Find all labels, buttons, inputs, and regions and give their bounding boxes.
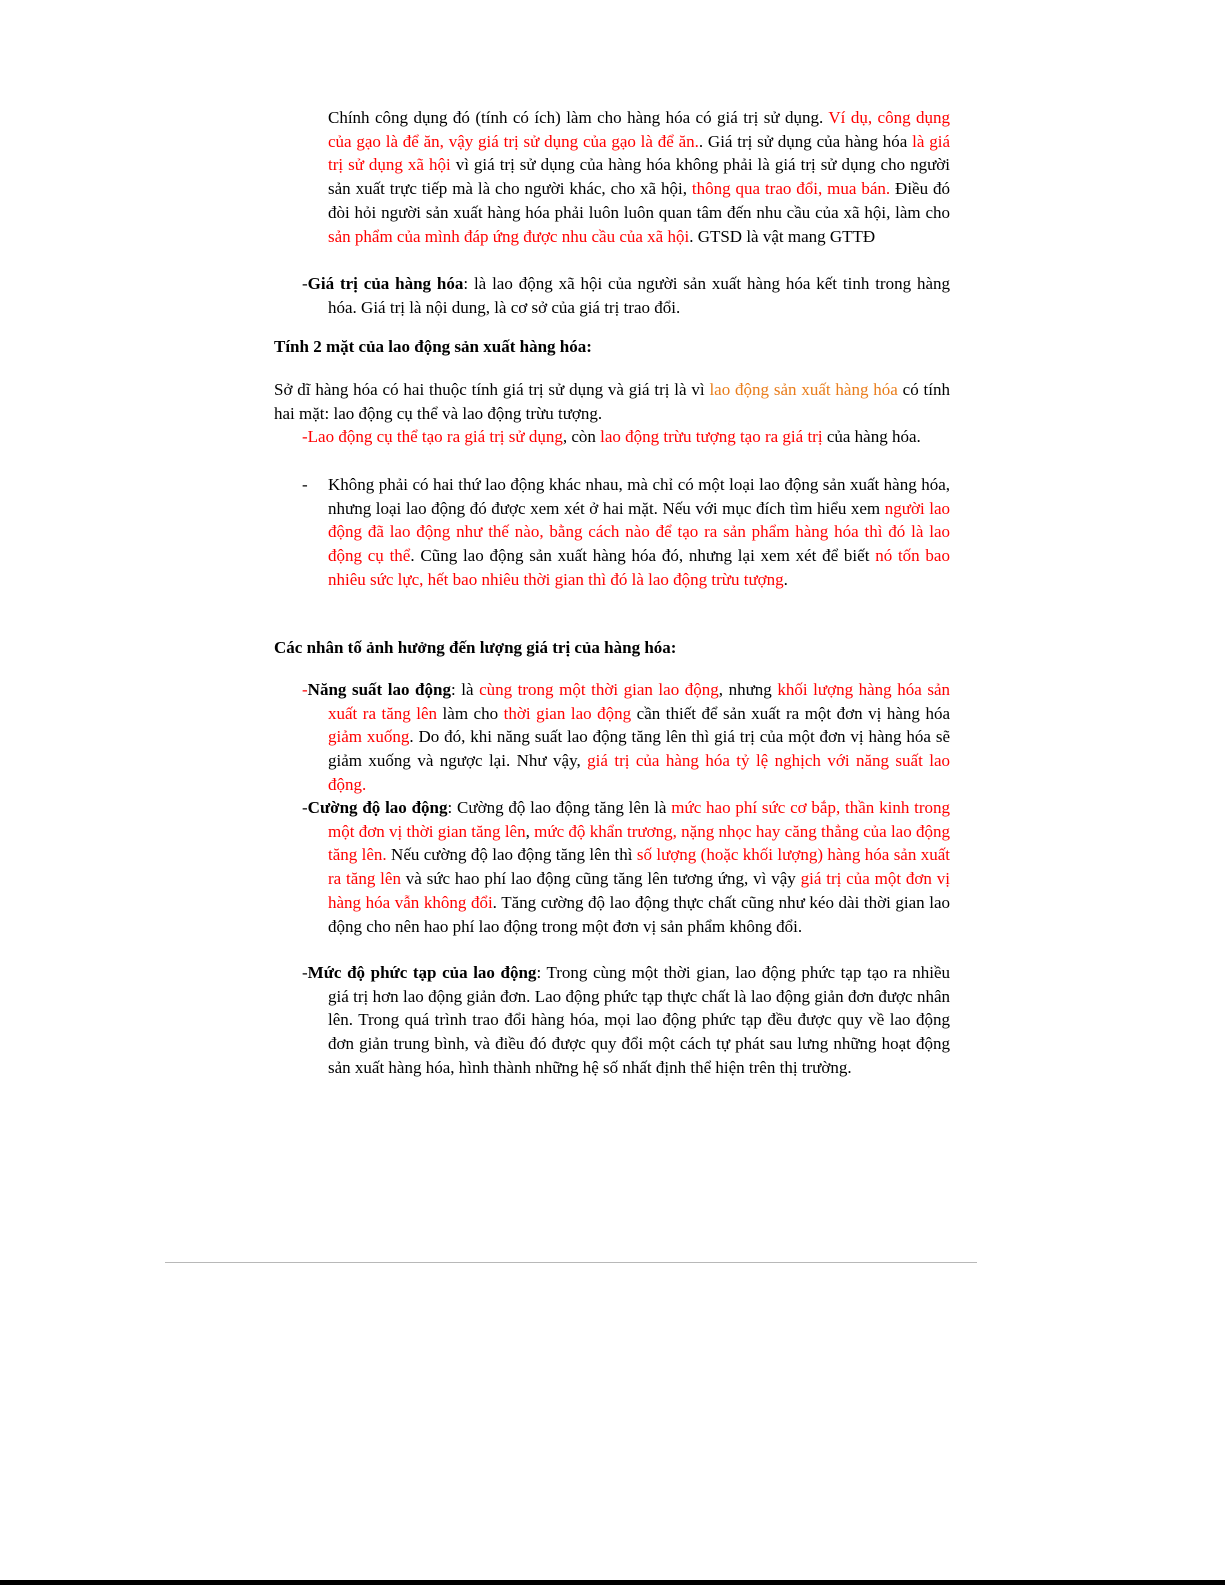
text-run: của hàng hóa. [822, 427, 921, 446]
dash: - [302, 427, 308, 446]
paragraph-use-value [328, 106, 950, 248]
list-item-labor [302, 425, 950, 449]
dash: - [302, 680, 308, 699]
section-heading: Tính 2 mặt của lao động sản xuất hàng hóa: [274, 337, 592, 356]
highlight-run: giảm xuống [328, 727, 410, 747]
highlight-run: sản phẩm của mình đáp ứng được nhu cầu của xã hội [328, 226, 690, 246]
highlight-run: thời gian lao động [503, 703, 632, 723]
highlight-run: Lao động cụ thể tạo ra giá trị sử dụng [307, 427, 563, 446]
list-item-productivity [302, 678, 950, 797]
text-run: Nếu cường độ lao động tăng lên thì [386, 845, 637, 865]
highlight-run: mức hao phí sức cơ bắp, thần kinh trong một đơn vị thời gian tăng lên [328, 798, 950, 841]
text-run: . Do đó, khi năng suất lao động tăng lên thì giá trị của một đơn vị hàng hóa sẽ giảm xuống và ngược lại. Như vậy, [328, 727, 951, 771]
text-run: : Trong cùng một thời gian, lao động phức tạp tạo ra nhiều giá trị hơn lao động giản đơn. Lao động phức tạp thực chất là lao động giản đơn được nhân lên. Trong quá trình trao đổi hàng hóa, mọi lao động phức tạp đều được quy về lao động đơn giản trung bình, và điều đó được quy đổi một cách tự phát sau lưng những hoạt động sản xuất hàng hóa, hình thành những hệ số nhất định thể hiện trên thị trường. [328, 963, 950, 1077]
dash: - [302, 475, 308, 494]
text-run: và sức hao phí lao động cũng tăng lên tương ứng, vì vậy [400, 869, 801, 889]
text-run: . Cũng lao động sản xuất hàng hóa đó, nhưng lại xem xét để biết [410, 546, 876, 566]
highlight-run: Ví dụ, công dụng của gạo là để ăn, vậy giá trị sử dụng của gạo là để ăn. [328, 108, 950, 151]
page-divider [165, 1262, 977, 1263]
list-item-explanation [302, 473, 950, 592]
text-run: Sở dĩ hàng hóa có hai thuộc tính giá trị sử dụng và giá trị là vì [274, 380, 710, 399]
list-item-value [302, 272, 950, 319]
text-run: , còn [562, 427, 601, 446]
term-label: Cường độ lao động [307, 798, 448, 817]
highlight-run: cùng trong một thời gian lao động [479, 680, 719, 699]
bottom-edge [0, 1580, 1225, 1585]
text-run: làm cho [437, 703, 504, 723]
text-run: vì giá trị sử dụng của hàng hóa không phải là giá trị sử dụng cho người sản xuất trực tiếp mà là cho người khác, cho xã hội, [328, 155, 950, 199]
dash: - [302, 274, 308, 293]
text-run: Điều đó đòi hỏi người sản xuất hàng hóa phải luôn luôn quan tâm đến nhu cầu của xã hội, làm cho [328, 179, 950, 222]
list-item-complexity [302, 961, 950, 1080]
text-run: có tính hai mặt: lao động cụ thể và lao động trừu tượng. [274, 380, 951, 423]
highlight-run: giá trị của một đơn vị hàng hóa vẫn không đổi [328, 869, 950, 912]
dash: - [302, 963, 308, 982]
highlight-run: người lao động đã lao động như thế nào, bằng cách nào để tạo ra sản phẩm hàng hóa thì đó là lao động cụ thể [328, 498, 950, 566]
text-run: cần thiết để sản xuất ra một đơn vị hàng hóa [631, 703, 950, 723]
highlight-run: khối lượng hàng hóa sản xuất ra tăng lên [328, 680, 950, 723]
highlight-run: là giá trị sử dụng xã hội [328, 131, 950, 175]
text-run: Không phải có hai thứ lao động khác nhau, mà chỉ có một loại lao động sản xuất hàng hóa, nhưng loại lao động đó được xem xét ở hai mặt. Nếu với mục đích tìm hiểu xem [328, 475, 950, 518]
section-heading: Các nhân tố ảnh hưởng đến lượng giá trị của hàng hóa: [274, 638, 677, 657]
highlight-run: lao động trừu tượng tạo ra giá trị [600, 427, 823, 446]
dash: - [302, 798, 308, 817]
text-run: . Giá trị sử dụng của hàng hóa [698, 131, 913, 151]
text-run: : là lao động xã hội của người sản xuất hàng hóa kết tinh trong hàng hóa. Giá trị là nội dung, là cơ sở của giá trị trao đổi. [328, 274, 950, 317]
highlight-run: nó tốn bao nhiêu sức lực, hết bao nhiêu thời gian thì đó là lao động trừu tượng [328, 546, 950, 589]
text-run: Chính công dụng đó (tính có ích) làm cho hàng hóa có giá trị sử dụng. [328, 108, 829, 127]
highlight-run: thông qua trao đổi, mua bán. [691, 179, 891, 199]
text-run: , nhưng [718, 680, 778, 699]
term-label: Giá trị của hàng hóa [307, 274, 464, 293]
term-label: Năng suất lao động [307, 680, 451, 699]
list-item-intensity [302, 796, 950, 938]
highlight-run: giá trị của hàng hóa tỷ lệ nghịch với năng suất lao động. [328, 751, 950, 794]
text-run: . GTSD là vật mang GTTĐ [689, 226, 876, 246]
highlight-run: số lượng (hoặc khối lượng) hàng hóa sản xuất ra tăng lên [328, 845, 950, 889]
paragraph-two-sides [274, 378, 950, 425]
highlight-run: mức độ khẩn trương, nặng nhọc hay căng thẳng của lao động tăng lên. [328, 821, 950, 865]
text-run: . Tăng cường độ lao động thực chất cũng như kéo dài thời gian lao động cho nên hao phí lao động trong một đơn vị sản phẩm không đổi. [328, 892, 950, 936]
text-run: , [525, 821, 535, 841]
text-run: . [783, 569, 788, 589]
text-run: : là [450, 680, 480, 699]
highlight-run: lao động sản xuất hàng hóa [709, 380, 898, 399]
text-run: : Cường độ lao động tăng lên là [447, 798, 672, 817]
term-label: Mức độ phức tạp của lao động [307, 963, 537, 982]
